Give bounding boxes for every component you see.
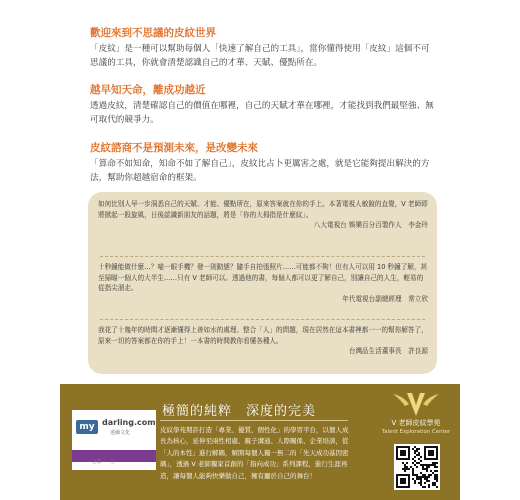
footer-title: 極簡的純粹 深度的完美	[162, 404, 317, 419]
publisher-name: 達爾文化	[110, 430, 131, 436]
quote-text: 我花了十幾年的時間才逐漸懂得上善如水的處理、整合「人」的問題，現在居然在這本書裡都一一的幫你解答了，原來一切的答案都在你的手上！一本書的時間教你看懂各種人。	[98, 326, 428, 345]
quote-text: 十秒鐘能做什麼…？喵一眼手機？發一則動態？隨手自拍張照片……可能都不夠！但有人可以用 10 秒鐘了解，甚至掃瞄一個人的大半生……只有 V 老師可以。透過他的書，每個人都可以更了解自己，別讓自己的人生，輕易的從指尖溜走。	[98, 263, 428, 292]
quote-signature: 年代電視台副總經理 常立欣	[342, 294, 428, 303]
section-heading: 皮紋諮商不是預測未來，是改變未來	[90, 142, 258, 154]
quote-divider	[100, 319, 425, 320]
qr-code[interactable]	[394, 444, 440, 490]
section-destiny	[90, 83, 435, 127]
endorsement-panel	[88, 192, 437, 374]
footer-divider	[160, 420, 348, 421]
section-counseling	[90, 141, 435, 185]
section-welcome	[90, 26, 435, 70]
endorsement-quote	[98, 199, 428, 231]
book-cover-thumbnail	[72, 410, 156, 470]
publisher-site: darling.com	[102, 418, 156, 427]
footer-text: 皮紋學苑期許打造「專業、優質、個性化」的學習平台，以個人成長為核心，延伸至兩性相處、親子溝通、人際關係、企業培訓，從「人的本性」進行解碼，解開每個人獨一無二的「先天成功基因密碼」，透過 V 老師獨家首創的「指向成功」系列課程，進行生涯再造，讓每個人能夠快樂做自己，擁有屬於自己的舞台！	[160, 426, 349, 480]
logo-name-cn: V 老師皮紋學苑	[391, 419, 441, 427]
section-heading: 歡迎來到不思議的皮紋世界	[90, 27, 216, 39]
quote-signature: 八大電視台 娛樂百分百製作人 李金玲	[313, 221, 428, 229]
section-heading: 越早知天命，離成功越近	[90, 84, 206, 96]
section-body: 透過皮紋，清楚確認自己的價值在哪裡，自己的天賦才華在哪裡，才能找到我們最堅強、無可取代的競爭力。	[90, 101, 434, 125]
quote-divider	[100, 256, 425, 257]
quote-signature: 台灣品生活董事長 許良源	[348, 347, 428, 355]
price-label: 定價 元	[92, 460, 115, 465]
logo-name-en: Talent Exploration Center	[381, 429, 451, 435]
academy-logo	[376, 390, 456, 436]
endorsement-quote	[98, 325, 428, 357]
quote-text: 如何比別人早一步洞悉自己的天賦、才能、優點所在，原來答案就在你的手上。本著電視人敏銳的直覺，V 老師即將掀起一股旋風，日後認識新朋友的話題，將是「你的大拇指是什麼紋」。	[98, 200, 428, 219]
section-body: 「皮紋」是一種可以幫助每個人「快速了解自己的工具」，當你懂得使用「皮紋」這個不可思議的工具，你就會清楚認識自己的才華、天賦、優點所在。	[90, 44, 430, 68]
footer-banner	[60, 384, 460, 500]
brand-mark: my	[76, 420, 98, 434]
endorsement-quote	[98, 262, 428, 304]
wing-v-icon	[391, 390, 441, 418]
section-body: 「算命不如知命，知命不如了解自己」，皮紋比占卜更厲害之處，就是它能夠提出解決的方法，幫助你超越宿命的框架。	[90, 159, 430, 183]
